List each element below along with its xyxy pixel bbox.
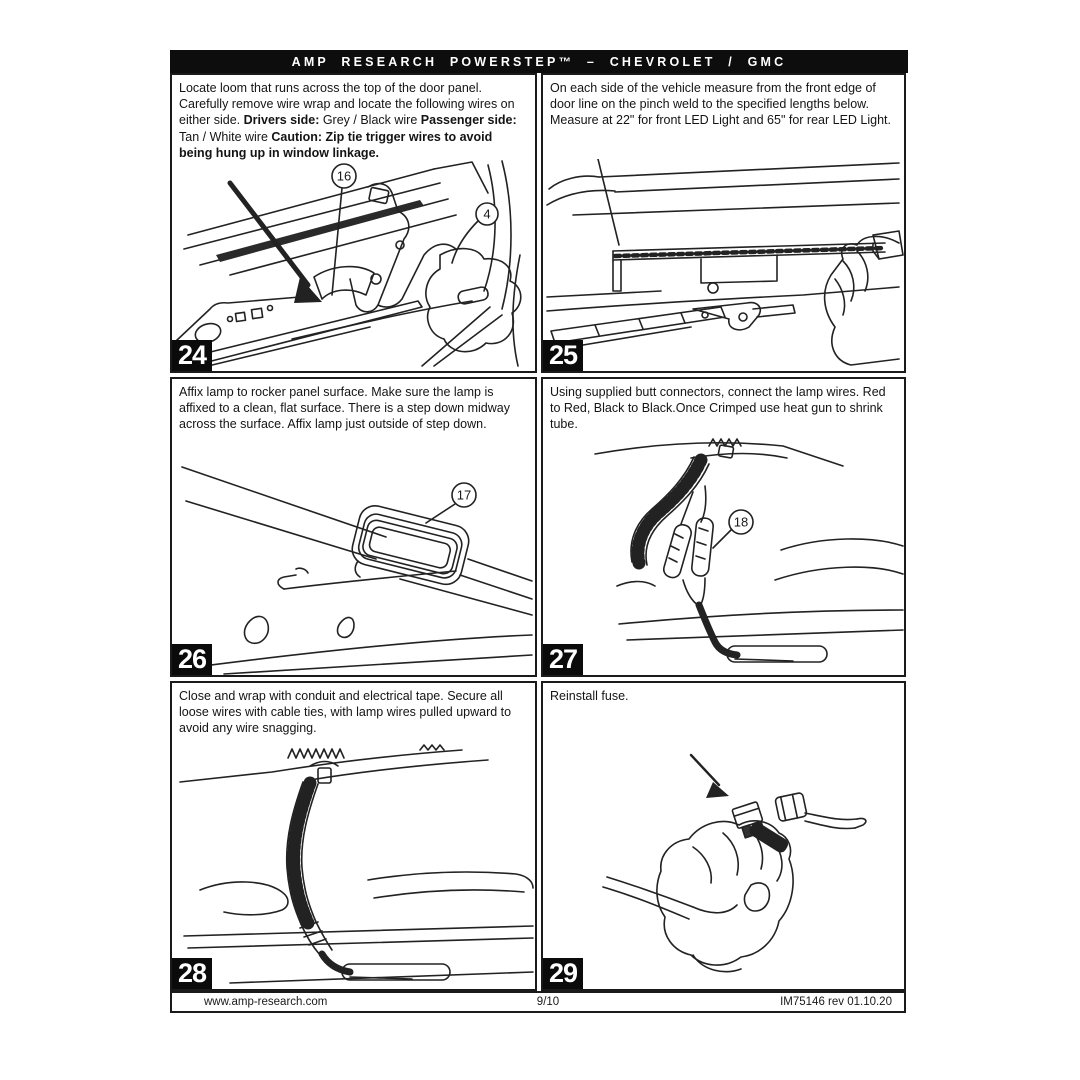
step-number-badge: 29 [543,958,583,989]
step-number-badge: 24 [172,340,212,371]
lamp-on-rocker-panel-illustration [172,463,535,675]
butt-connectors-illustration [543,434,904,675]
step-panel-24 [170,73,537,373]
page-footer [170,991,906,1013]
page-title [170,50,908,73]
callout-18-label: 18 [733,514,749,530]
step-panel-29 [541,681,906,991]
page-title-text: AMP RESEARCH POWERSTEP™ – CHEVROLET / GMC [291,54,787,69]
callout-17-label: 17 [456,487,472,503]
step-number-badge: 28 [172,958,212,989]
instruction-sheet [170,50,908,1013]
step-24-instructions: Locate loom that runs across the top of the door panel. Carefully remove wire wrap and locate the following wires on either side. Drivers side: Grey / Black wire Passenger side: Tan / White wire Caution: Zip tie trigger wires to avoid being hung up in window linkage. [179,81,517,160]
door-panel-wiring-illustration [172,159,535,371]
footer-website: www.amp-research.com [204,996,328,1008]
callout-4-label: 4 [483,206,491,222]
step-25-instructions: On each side of the vehicle measure from the front edge of door line on the pinch weld to the specified lengths below. Measure at 22" for front LED Light and 65" for rear LED Light. [550,81,892,128]
reinstall-fuse-illustration [543,707,904,989]
footer-page-number: 9/10 [536,996,560,1008]
footer-doc-ref: IM75146 rev 01.10.20 [780,996,892,1008]
step-panel-25 [541,73,906,373]
step-27-instructions: Using supplied butt connectors, connect the lamp wires. Red to Red, Black to Black.Once Crimped use heat gun to shrink tube. [550,385,886,432]
step-28-instructions: Close and wrap with conduit and electrical tape. Secure all loose wires with cable ties, with lamp wires pulled upward to avoid any wire snagging. [179,689,512,736]
step-number-badge: 27 [543,644,583,675]
callout-16-label: 16 [336,168,352,184]
step-29-instructions: Reinstall fuse. [550,689,629,703]
step-number-badge: 25 [543,340,583,371]
step-panel-28 [170,681,537,991]
step-panel-27 [541,377,906,677]
wrapped-conduit-illustration [172,738,535,989]
step-26-instructions: Affix lamp to rocker panel surface. Make sure the lamp is affixed to a clean, flat surface. There is a step down midway across the surface. Affix lamp just outside of step down. [179,385,510,432]
measuring-pinch-weld-illustration [543,159,904,371]
step-number-badge: 26 [172,644,212,675]
step-panel-26 [170,377,537,677]
